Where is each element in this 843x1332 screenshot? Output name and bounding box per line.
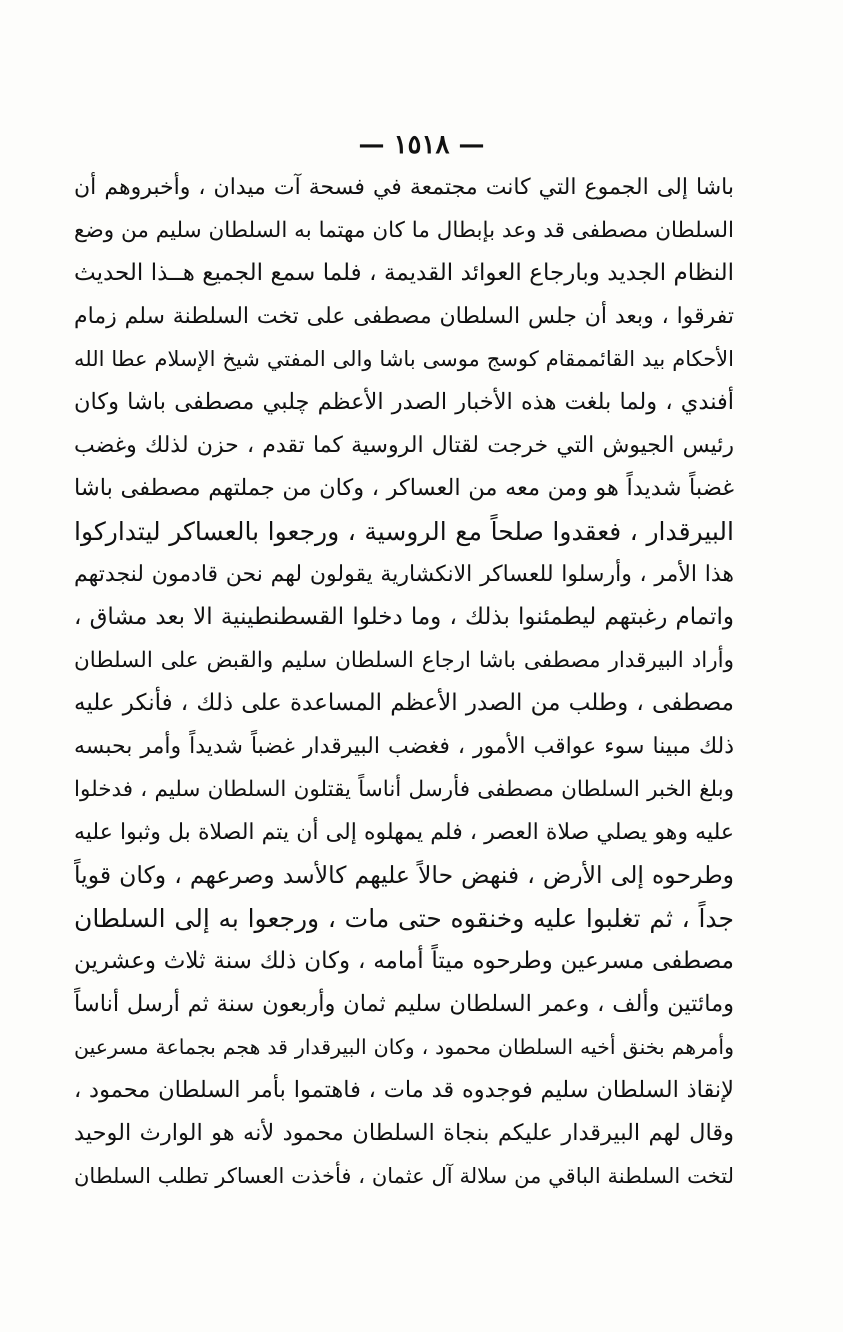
text-line: وطرحوه إلى الأرض ، فنهض حالاً عليهم كالأسد وصرعهم ، وكان قوياً bbox=[74, 861, 734, 889]
text-line: السلطان مصطفى قد وعد بإبطال ما كان مهتما به السلطان سليم من وضع bbox=[74, 218, 734, 243]
text-line: مصطفى مسرعين وطرحوه ميتاً أمامه ، وكان ذلك سنة ثلاث وعشرين bbox=[74, 948, 734, 974]
text-line: البيرقدار ، فعقدوا صلحاً مع الروسية ، ورجعوا بالعساكر ليتداركوا bbox=[74, 517, 734, 546]
text-line: غضباً شديداً هو ومن معه من العساكر ، وكان من جملتهم مصطفى باشا bbox=[74, 475, 734, 501]
text-line: ذلك مبينا سوء عواقب الأمور ، فغضب البيرقدار غضباً شديداً وأمر بحبسه bbox=[74, 734, 734, 759]
text-line: مصطفى ، وطلب من الصدر الأعظم المساعدة على ذلك ، فأنكر عليه bbox=[74, 690, 734, 716]
text-line: هذا الأمر ، وأرسلوا للعساكر الانكشارية يقولون لهم نحن قادمون لنجدتهم bbox=[74, 562, 734, 587]
body-text bbox=[74, 166, 734, 1198]
text-line: الأحكام بيد القائممقام كوسج موسى باشا والى المفتي شيخ الإسلام عطا الله bbox=[74, 347, 734, 371]
text-line: تفرقوا ، وبعد أن جلس السلطان مصطفى على تخت السلطنة سلم زمام bbox=[74, 304, 734, 329]
text-line: رئيس الجيوش التي خرجت لقتال الروسية كما تقدم ، حزن لذلك وغضب bbox=[74, 433, 734, 458]
text-line: النظام الجديد وبارجاع العوائد القديمة ، فلما سمع الجميع هــذا الحديث bbox=[74, 260, 734, 286]
text-line: وأمرهم بخنق أخيه السلطان محمود ، وكان البيرقدار قد هجم بجماعة مسرعين bbox=[74, 1035, 734, 1059]
text-line: وأراد البيرقدار مصطفى باشا ارجاع السلطان سليم والقبض على السلطان bbox=[74, 648, 734, 673]
text-line: وقال لهم البيرقدار عليكم بنجاة السلطان محمود لأنه هو الوارث الوحيد bbox=[74, 1120, 734, 1146]
page-number: — ١٥١٨ — bbox=[358, 130, 485, 160]
text-line: جداً ، ثم تغلبوا عليه وخنقوه حتى مات ، ورجعوا به إلى السلطان bbox=[74, 904, 734, 933]
text-line: عليه وهو يصلي صلاة العصر ، فلم يمهلوه إلى أن يتم الصلاة بل وثبوا عليه bbox=[74, 820, 734, 845]
text-line: لإنقاذ السلطان سليم فوجدوه قد مات ، فاهتموا بأمر السلطان محمود ، bbox=[74, 1077, 734, 1103]
text-line: لتخت السلطنة الباقي من سلالة آل عثمان ، فأخذت العساكر تطلب السلطان bbox=[74, 1164, 734, 1188]
text-line: أفندي ، ولما بلغت هذه الأخبار الصدر الأعظم چلبي مصطفى باشا وكان bbox=[74, 389, 734, 415]
text-line: ومائتين وألف ، وعمر السلطان سليم ثمان وأربعون سنة ثم أرسل أناساً bbox=[74, 991, 734, 1017]
text-line: باشا إلى الجموع التي كانت مجتمعة في فسحة آت ميدان ، وأخبروهم أن bbox=[74, 175, 734, 200]
text-line: وبلغ الخبر السلطان مصطفى فأرسل أناساً يقتلون السلطان سليم ، فدخلوا bbox=[74, 777, 734, 802]
text-line: واتمام رغبتهم ليطمئنوا بذلك ، وما دخلوا القسطنطينية الا بعد مشاق ، bbox=[74, 604, 734, 630]
